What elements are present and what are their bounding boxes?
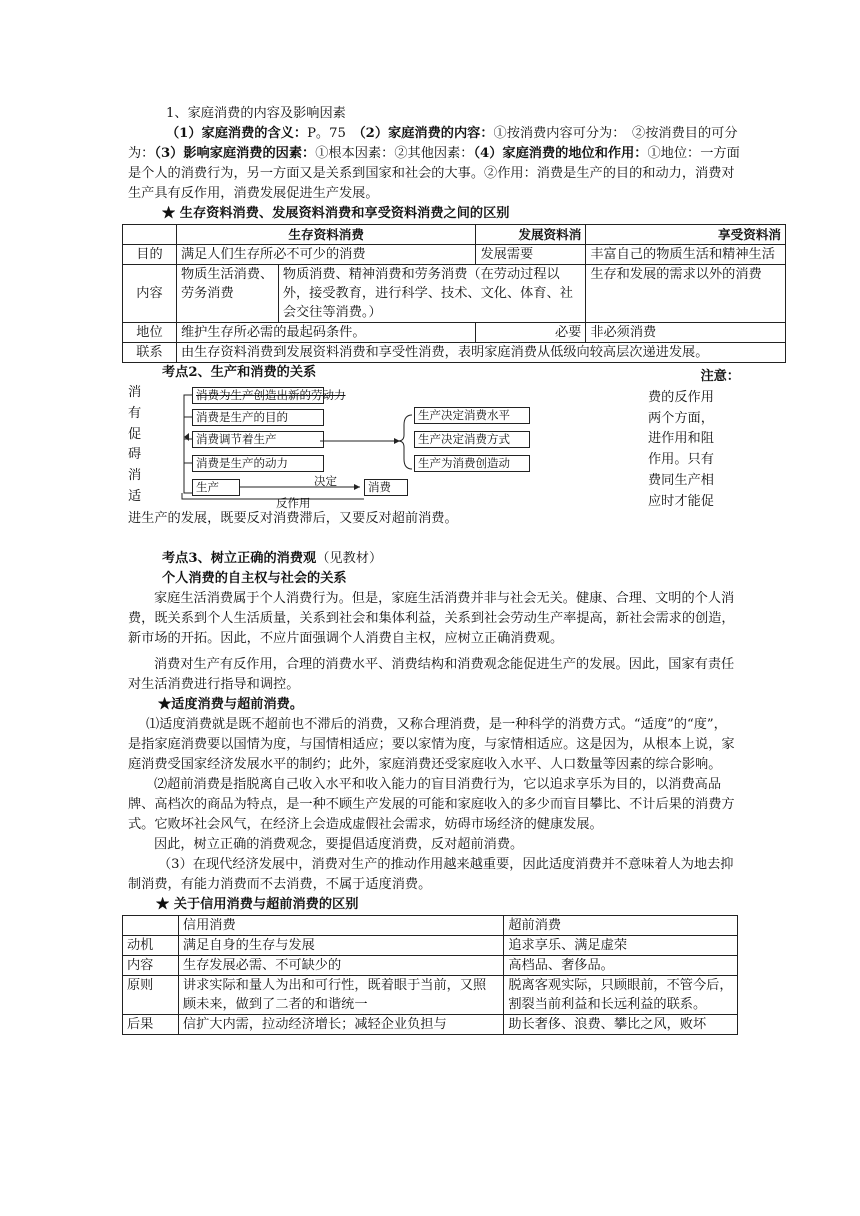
note-line: 应时才能促 [648,493,714,509]
left-box-regulate: 消费调节着生产 [192,431,324,448]
sub2-title: ★适度消费与超前消费。 [158,697,304,712]
heading-1: 1、家庭消费的内容及影响因素 [166,106,346,121]
note-title: 注意： [700,369,740,384]
diagram-note [648,367,740,513]
q1-label: （1）家庭消费的含义： [166,126,308,141]
section3-note: （见教材） [316,551,383,566]
right-box-method: 生产决定消费方式 [414,431,530,448]
credit-vs-advance-table [122,915,738,1035]
note-line: 费同生产相 [648,472,714,488]
para-5: 因此，树立正确的消费观念，要提倡适度消费，反对超前消费。 [154,837,524,852]
document-page [127,104,781,1035]
row-label-content: 内容 [123,265,177,323]
note-line: 进作用和阻 [648,431,714,447]
cell-status-survival: 维护生存所必需的最起码条件。 [176,323,476,343]
diagram-tail: 进生产的发展，既要反对消费滞后，又要反对超前消费。 [128,511,458,526]
row-label-relation: 联系 [123,343,177,363]
left-char: 适 [128,488,142,504]
cell-status-development: 必要 [476,323,586,343]
table2-row-label: 内容 [123,956,179,976]
table2-cell: 信扩大内需，拉动经济增长；减轻企业负担与 [178,1015,503,1035]
sub1-title: 个人消费的自主权与社会的关系 [162,571,347,586]
q4-label: （4）家庭消费的地位和作用： [473,146,648,161]
cell-relation: 由生存资料消费到发展资料消费和享受性消费，表明家庭消费从低级向较高层次递进发展。 [176,343,785,363]
para-4: ⑵超前消费是指脱离自己收入水平和收入能力的盲目消费行为，它以追求享乐为目的，以消费高品牌、高档次的商品为特点，是一种不顾生产发展的可能和家庭收入的多少而盲目攀比、不计后果的消费方式。它败坏社会风气，在经济上会造成虚假社会需求，妨碍市场经济的健康发展。 [128,777,735,832]
reaction-label: 反作用 [276,496,311,510]
table1-header-enjoyment: 享受资料消 [586,225,786,245]
q2-value: ①按消费内容可分为： ②按消费目的可分为： [128,126,738,161]
cell-status-enjoyment: 非必须消费 [586,323,786,343]
row-label-purpose: 目的 [123,245,177,265]
left-box-motive: 消费是生产的动力 [192,455,324,472]
consumption-box: 消费 [364,479,408,496]
left-char: 有 [128,405,142,421]
table1-header-survival: 生存资料消费 [176,225,476,245]
table2-header-advance: 超前消费 [504,916,738,936]
note-line: 作用。只有 [648,452,714,468]
table1-blank-header [123,225,177,245]
table2-blank-header [123,916,179,936]
note-line: 两个方面， [648,410,714,426]
cell-purpose-survival: 满足人们生存所必不可少的消费 [176,245,476,265]
table2-cell: 助长奢侈、浪费、攀比之风，败坏 [504,1015,738,1035]
left-char: 碍 [128,447,142,463]
q1-value: P。75 [307,126,360,141]
row-label-status: 地位 [123,323,177,343]
intro-paragraph [128,124,740,204]
right-box-motive: 生产为消费创造动 [414,455,530,472]
right-box-level: 生产决定消费水平 [414,407,530,424]
q3-label: （3）影响家庭消费的因素： [154,146,316,161]
left-char: 消 [128,468,142,484]
table2-row-label: 后果 [123,1015,179,1035]
para-1: 家庭生活消费属于个人消费行为。但是，家庭生活消费并非与社会无关。健康、合理、文明的个人消费，既关系到个人生活质量，关系到社会和集体利益，关系到社会劳动生产率提高，新社会需求的创造，新市场的开拓。因此，不应片面强调个人消费自主权，应树立正确消费观。 [128,591,735,646]
cell-content-development: 物质消费、精神消费和劳务消费（在劳动过程以外，接受教育，进行科学、技术、文化、体育、社会交往等消费。） [278,265,586,323]
para-2: 消费对生产有反作用，合理的消费水平、消费结构和消费观念能促进生产的发展。因此，国家有责任对生活消费进行指导和调控。 [128,657,735,692]
left-box-labor: 消费为生产创造出新的劳动力 [192,387,324,404]
table2-title: ★ 关于信用消费与超前消费的区别 [156,897,359,912]
left-char: 促 [128,426,142,442]
table1-title: ★ 生存资料消费、发展资料消费和享受资料消费之间的区别 [162,206,510,221]
production-box: 生产 [192,479,240,496]
table2-row-label: 原则 [123,976,179,1015]
consumption-types-table [122,224,786,363]
q2-label: （2）家庭消费的内容： [359,126,494,141]
left-char: 消 [128,385,142,400]
diagram-left-margin [128,383,141,508]
table2-cell: 高档品、奢侈品。 [504,956,738,976]
cell-purpose-development: 发展需要 [476,245,586,265]
table2-header-credit: 信用消费 [178,916,503,936]
note-line: 费的反作用 [648,389,714,405]
decide-label: 决定 [314,474,337,488]
table2-row-label: 动机 [123,936,179,956]
section2-title: 考点2、生产和消费的关系 [162,365,317,380]
cell-content-enjoyment: 生存和发展的需求以外的消费 [586,265,786,323]
cell-content-survival: 物质生活消费、劳务消费 [176,265,278,323]
q3-value: ①根本因素：②其他因素： [315,146,474,161]
table2-cell: 追求享乐、满足虚荣 [504,936,738,956]
para-6: （3）在现代经济发展中，消费对生产的推动作用越来越重要，因此适度消费并不意味着人为地去抑制消费，有能力消费而不去消费，不属于适度消费。 [128,857,734,892]
left-box-purpose: 消费是生产的目的 [192,409,324,426]
table2-cell: 生存发展必需、不可缺少的 [178,956,503,976]
table2-cell: 脱离客观实际，只顾眼前，不管今后，割裂当前利益和长远利益的联系。 [504,976,738,1015]
table2-cell: 讲求实际和量人为出和可行性，既着眼于当前，又照顾未来，做到了二者的和谐统一 [178,976,503,1015]
table2-cell: 满足自身的生存与发展 [178,936,503,956]
q4-value: ①地位：一方面是个人的消费行为，另一方面又是关系到国家和社会的大事。②作用：消费是生产的目的和动力，消费对生产具有反作用，消费发展促进生产发展。 [128,146,740,201]
para-3: ⑴适度消费就是既不超前也不滞后的消费，又称合理消费，是一种科学的消费方式。“适度”的“度”，是指家庭消费要以国情为度，与国情相适应；要以家情为度，与家情相适应。这是因为，从根本上说，家庭消费受国家经济发展水平的制约；此外，家庭消费还受家庭收入水平、人口数量等因素的综合影响。 [128,717,735,772]
section3-title: 考点3、树立正确的消费观 [162,551,317,566]
cell-purpose-enjoyment: 丰富自己的物质生活和精神生活 [586,245,786,265]
table1-header-development: 发展资料消 [476,225,586,245]
section3-heading [162,549,740,569]
